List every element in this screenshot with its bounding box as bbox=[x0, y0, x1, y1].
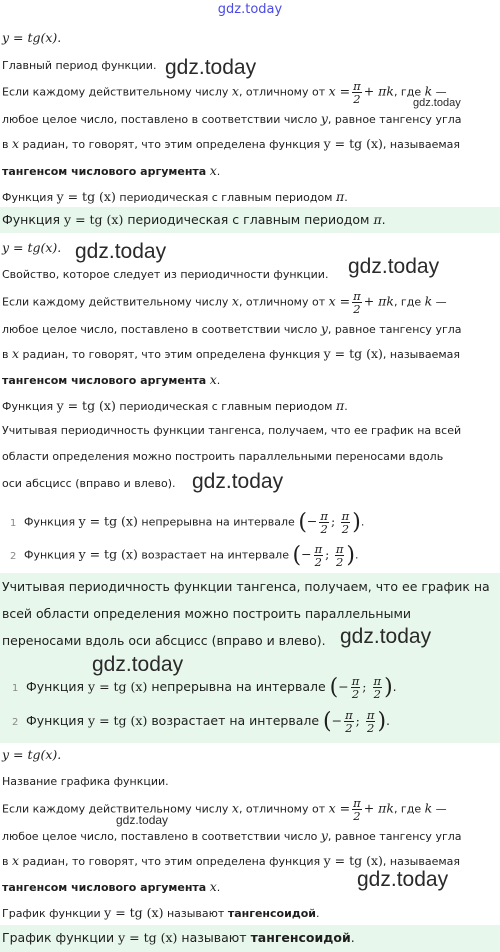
formula-line: y = tg(x). bbox=[2, 747, 62, 762]
definition-line-1: Если каждому действительному числу x, отличному от x = $\frac{\pi}{2}$ + πk, где k — bbox=[2, 289, 447, 316]
definition-term: тангенсом числового аргумента x. bbox=[2, 879, 221, 894]
definition-line-1: Если каждому действительному числу x, отличному от x = $\frac{\pi}{2}$ + πk, где k — bbox=[2, 79, 447, 106]
definition-term: тангенсом числового аргумента x. bbox=[2, 163, 221, 178]
list-item: 2 Функция y = tg (x) возрастает на интервале (− $\frac{\pi}{2}$ ; $\frac{\pi}{2}$ ). bbox=[10, 542, 359, 569]
watermark-top: gdz.today bbox=[217, 2, 283, 17]
watermark: gdz.today bbox=[348, 255, 440, 278]
definition-line-2: любое целое число, поставлено в соответствии число y, равное тангенсу угла bbox=[2, 111, 462, 126]
definition-term: тангенсом числового аргумента x. bbox=[2, 372, 221, 387]
consequence-line-2: области определения можно построить параллельными переносами вдоль bbox=[2, 450, 444, 463]
highlight-text: График функции y = tg (x) называют тангенсоидой. bbox=[2, 930, 355, 945]
consequence-line-3: оси абсцисс (вправо и влево). bbox=[2, 477, 176, 490]
highlight-text: переносами вдоль оси абсцисс (вправо и влево). bbox=[2, 633, 326, 648]
list-item: 1 Функция y = tg (x) непрерывна на интервале (− $\frac{\pi}{2}$ ; $\frac{\pi}{2}$ ). bbox=[10, 509, 365, 536]
section-title: Свойство, которое следует из периодичности функции. bbox=[2, 268, 329, 281]
highlight-text: Функция y = tg (x) периодическая с главным периодом π. bbox=[2, 212, 386, 227]
definition-line-3: в x радиан, то говорят, что этим определена функция y = tg (x), называемая bbox=[2, 136, 461, 151]
highlight-block bbox=[0, 207, 500, 233]
consequence-line-1: Учитывая периодичность функции тангенса, получаем, что ее график на всей bbox=[2, 424, 462, 437]
watermark: gdz.today bbox=[165, 56, 257, 79]
highlight-text: всей области определения можно построить параллельными bbox=[2, 606, 412, 621]
highlight-block bbox=[0, 573, 500, 743]
section-title: Главный период функции. bbox=[2, 59, 157, 72]
section-title: Название графика функции. bbox=[2, 775, 169, 788]
watermark: gdz.today bbox=[116, 813, 169, 827]
definition-line-2: любое целое число, поставлено в соответствии число y, равное тангенсу угла bbox=[2, 828, 462, 843]
formula-line: y = tg(x). bbox=[2, 30, 62, 45]
formula-line: y = tg(x). bbox=[2, 240, 62, 255]
watermark: gdz.today bbox=[92, 653, 184, 676]
period-line: Функция y = tg (x) периодическая с главным периодом π. bbox=[2, 398, 348, 413]
period-line: Функция y = tg (x) периодическая с главным периодом π. bbox=[2, 189, 348, 204]
watermark: gdz.today bbox=[340, 625, 432, 648]
definition-line-3: в x радиан, то говорят, что этим определена функция y = tg (x), называемая bbox=[2, 346, 461, 361]
definition-line-1: Если каждому действительному числу x, отличному от x = $\frac{\pi}{2}$ + πk, где k — bbox=[2, 796, 447, 823]
highlight-text: Учитывая периодичность функции тангенса, получаем, что ее график на bbox=[2, 579, 490, 594]
watermark: gdz.today bbox=[413, 97, 461, 109]
watermark: gdz.today bbox=[75, 240, 167, 263]
definition-line-3: в x радиан, то говорят, что этим определена функция y = tg (x), называемая bbox=[2, 853, 461, 868]
watermark: gdz.today bbox=[357, 868, 449, 891]
highlight-list-item: 1 Функция y = tg (x) непрерывна на интервале (− $\frac{\pi}{2}$ ; $\frac{\pi}{2}$ ). bbox=[12, 674, 397, 701]
highlight-block bbox=[0, 925, 500, 952]
watermark: gdz.today bbox=[192, 470, 284, 493]
graph-name-line: График функции y = tg (x) называют тангенсоидой. bbox=[2, 905, 320, 920]
definition-line-2: любое целое число, поставлено в соответствии число y, равное тангенсу угла bbox=[2, 321, 462, 336]
highlight-list-item: 2 Функция y = tg (x) возрастает на интервале (− $\frac{\pi}{2}$ ; $\frac{\pi}{2}$ ). bbox=[12, 708, 391, 735]
